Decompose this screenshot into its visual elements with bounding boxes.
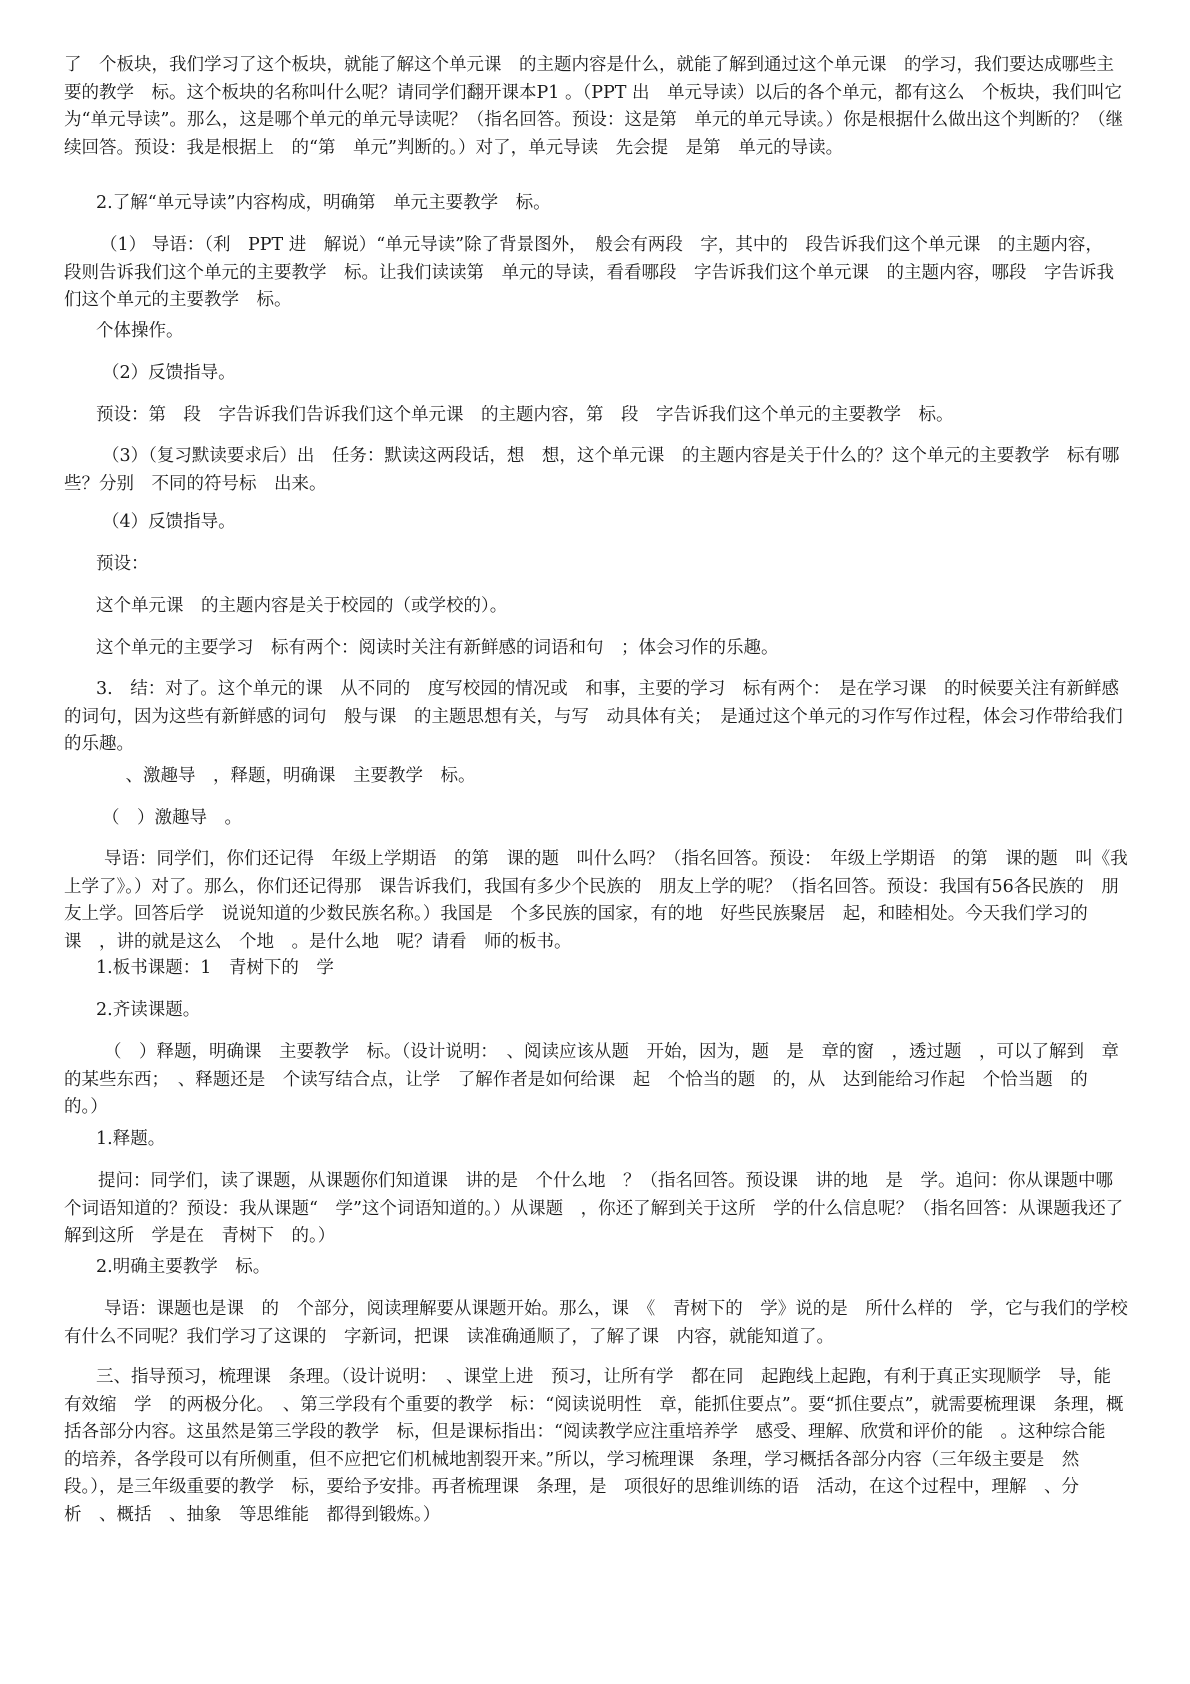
section-heading-2: 、激趣导 ，释题，明确课 主要教学 标。 <box>108 766 476 786</box>
paragraph-intro: 了 个板块，我们学习了这个板块，就能了解这个单元课 的主题内容是什么，就能了解到通过这个单元课 的学习，我们要达成哪些主要的教学 标。这个板块的名称叫什么呢？请同学们翻开课本P1 。（PPT 出 单元导读）以后的各个单元，都有这么 个板块，我们叫它为“单元导读”。那么，这是哪个单元的单元导读呢？（指名回答。预设：这是第 单元的单元导读。）你是根据什么做出这个判断的？（继续回答。预设：我是根据上 的“第 单元”判断的。）对了，单元导读 先会提 是第 单元的导读。 <box>64 55 1124 158</box>
paragraph-read-title: 2.齐读课题。 <box>96 1000 201 1020</box>
paragraph-preset-1: 预设：第 段 字告诉我们告诉我们这个单元课 的主题内容，第 段 字告诉我们这个单元的主要教学 标。 <box>96 405 954 425</box>
paragraph-individual-op: 个体操作。 <box>96 321 184 341</box>
paragraph-preset-theme: 这个单元课 的主题内容是关于校园的（或学校的）。 <box>96 596 508 616</box>
paragraph-question: 提问：同学们，读了课题，从课题你们知道课 讲的是 个什么地 ？（指名回答。预设课 讲的地 是 学。追问：你从课题中哪个词语知道的？预设：我从课题“ 学”这个词语知道的。）从课题 ，你还了解到关于这所 学的什么信息呢？（指名回答：从课题我还了解到这所 学是在 青树下 的。） <box>64 1171 1124 1246</box>
paragraph-summary: 3. 结：对了。这个单元的课 从不同的 度写校园的情况或 和事，主要的学习 标有两个： 是在学习课 的时候要关注有新鲜感的词句，因为这些有新鲜感的词句 般与课 的主题思想有关，与写 动具体有关； 是通过这个单元的习作写作过程，体会习作带给我们的乐趣。 <box>64 679 1123 754</box>
paragraph-preset-label: 预设： <box>96 554 149 574</box>
paragraph-step-2-1: （1） 导语：（利 PPT 进 解说）“单元导读”除了背景图外， 般会有两段 字，其中的 段告诉我们这个单元课 的主题内容， 段则告诉我们这个单元的主要教学 标。让我们读读第 单元的导读，看看哪段 字告诉我们这个单元课 的主题内容，哪段 字告诉我们这个单元的主要教学 标。 <box>64 235 1114 310</box>
paragraph-explain-title: （ ）释题，明确课 主要教学 标。（设计说明： 、阅读应该从题 开始，因为，题 是 章的窗 ，透过题 ，可以了解到 章的某些东西； 、释题还是 个读写结合点，让学 了解作者是如何给课 起 个恰当的题 的，从 达到能给习作起 个恰当题 的 的。） <box>64 1042 1119 1117</box>
paragraph-feedback-2: （2）反馈指导。 <box>102 363 236 383</box>
paragraph-guide: 导语：课题也是课 的 个部分，阅读理解要从课题开始。那么，课 《 青树下的 学》说的是 所什么样的 学，它与我们的学校有什么不同呢？我们学习了这课的 字新词，把课 读准确通顺了，了解了课 内容，就能知道了。 <box>64 1299 1128 1347</box>
paragraph-preset-goals: 这个单元的主要学习 标有两个：阅读时关注有新鲜感的词语和句 ；体会习作的乐趣。 <box>96 638 779 658</box>
paragraph-feedback-4: （4）反馈指导。 <box>102 512 236 532</box>
subheading-motivation: （ ）激趣导 。 <box>102 808 242 828</box>
paragraph-step-2: 2.了解“单元导读”内容构成，明确第 单元主要教学 标。 <box>96 193 551 213</box>
paragraph-explain-label: 1.释题。 <box>96 1129 166 1149</box>
section-heading-3: 三、指导预习，梳理课 条理。（设计说明： 、课堂上进 预习，让所有学 都在同 起跑线上起跑，有利于真正实现顺学 导，能有效缩 学 的两极分化。 、第三学段有个重要的教学 标：“阅读说明性 章，能抓住要点”。要“抓住要点”，就需要梳理课 条理，概括各部分内容。这虽然是第三学段的教学 标，但是课标指出：“阅读教学应注重培养学 感受、理解、欣赏和评价的能 。这种综合能 的培养，各学段可以有所侧重，但不应把它们机械地割裂开来。”所以，学习梳理课 条理，学习概括各部分内容（三年级主要是 然段。），是三年级重要的教学 标，要给予安排。再者梳理课 条理，是 项很好的思维训练的语 活动，在这个过程中，理解 、分析 、概括 、抽象 等思维能 都得到锻炼。） <box>64 1367 1124 1525</box>
paragraph-motivation: 导语：同学们，你们还记得 年级上学期语 的第 课的题 叫什么吗？（指名回答。预设： 年级上学期语 的第 课的题 叫《我上学了》。）对了。那么，你们还记得那 课告诉我们，我国有多少个民族的 朋友上学的呢？（指名回答。预设：我国有56各民族的 朋友上学。回答后学 说说知道的少数民族名称。）我国是 个多民族的国家，有的地 好些民族聚居 起，和睦相处。今天我们学习的课 ，讲的就是这么 个地 。是什么地 呢？请看 师的板书。 <box>64 849 1128 952</box>
paragraph-goals-label: 2.明确主要教学 标。 <box>96 1257 271 1277</box>
paragraph-step-3: （3）（复习默读要求后）出 任务：默读这两段话，想 想，这个单元课 的主题内容是关于什么的？这个单元的主要教学 标有哪些？分别 不同的符号标 出来。 <box>64 446 1120 494</box>
paragraph-board-title: 1.板书课题：1 青树下的 学 <box>96 958 334 978</box>
